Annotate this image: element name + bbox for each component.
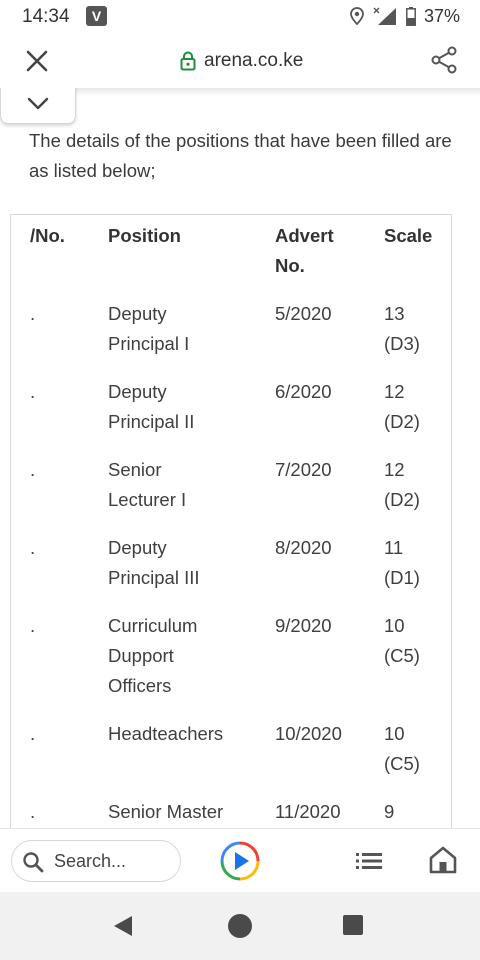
- row-no: .: [30, 537, 36, 558]
- cellular-signal-icon: [372, 6, 398, 26]
- row-scale: 13 (D3): [384, 303, 420, 354]
- row-scale: 11 (D1): [384, 537, 420, 588]
- positions-table: [10, 214, 452, 828]
- location-icon: [350, 7, 364, 25]
- header-scale: Scale: [384, 225, 433, 246]
- row-position: Senior Master: [108, 801, 224, 822]
- assistant-play-icon: [220, 841, 260, 881]
- app-notification-icon: V: [86, 6, 107, 26]
- close-button[interactable]: [22, 46, 52, 76]
- row-advert: 6/2020: [275, 381, 332, 402]
- row-position: Deputy Principal II: [108, 381, 195, 432]
- url-display[interactable]: [180, 48, 303, 74]
- close-icon: [22, 46, 52, 76]
- row-position: Curriculum Dupport Officers: [108, 615, 198, 696]
- row-position: Headteachers: [108, 723, 224, 744]
- row-no: .: [30, 381, 36, 402]
- web-page-content[interactable]: [0, 88, 480, 828]
- back-icon[interactable]: [112, 914, 134, 938]
- search-input[interactable]: [11, 840, 181, 882]
- status-indicators: [350, 5, 460, 27]
- row-advert: 11/2020: [275, 801, 341, 822]
- reading-list-button[interactable]: [355, 849, 383, 873]
- row-position: Deputy Principal I: [108, 303, 190, 354]
- expand-toolbar-tab[interactable]: [0, 88, 76, 124]
- bottom-toolbar: [0, 828, 480, 892]
- share-icon: [430, 46, 458, 74]
- home-button[interactable]: [428, 845, 458, 875]
- row-scale: 10 (C5): [384, 615, 420, 666]
- row-advert: 9/2020: [275, 615, 332, 636]
- url-text: arena.co.ke: [204, 50, 304, 71]
- row-no: .: [30, 801, 36, 822]
- row-scale: 10 (C5): [384, 723, 420, 774]
- row-advert: 5/2020: [275, 303, 332, 324]
- home-circle-button[interactable]: [228, 914, 252, 938]
- list-icon: [355, 849, 383, 873]
- row-position: Senior Lecturer I: [108, 459, 187, 510]
- row-position: Deputy Principal III: [108, 537, 200, 588]
- header-position: Position: [108, 225, 181, 246]
- header-no: /No.: [30, 225, 65, 246]
- search-icon: [22, 851, 44, 873]
- browser-toolbar: [0, 32, 480, 88]
- search-placeholder: Search...: [54, 851, 127, 871]
- row-advert: 7/2020: [275, 459, 332, 480]
- row-scale: 12 (D2): [384, 381, 420, 432]
- row-no: .: [30, 723, 36, 744]
- header-advert-no: Advert No.: [275, 225, 334, 276]
- row-no: .: [30, 615, 36, 636]
- intro-paragraph: The details of the positions that have been filled are as listed below;: [29, 130, 452, 181]
- battery-percentage: 37%: [423, 5, 460, 26]
- row-no: .: [30, 459, 36, 480]
- status-time: 14:34: [22, 6, 70, 27]
- row-no: .: [30, 303, 36, 324]
- system-navigation-bar: [0, 892, 480, 960]
- row-scale: 12 (D2): [384, 459, 420, 510]
- recent-apps-button[interactable]: [343, 915, 363, 935]
- share-button[interactable]: [430, 46, 458, 74]
- row-advert: 8/2020: [275, 537, 332, 558]
- home-icon: [428, 845, 458, 875]
- row-scale: 9: [384, 801, 395, 822]
- chevron-down-icon: [27, 97, 49, 111]
- row-advert: 10/2020: [275, 723, 342, 744]
- lock-icon: [180, 51, 196, 71]
- status-bar: [0, 0, 480, 32]
- battery-icon: [406, 7, 416, 26]
- assistant-button[interactable]: [220, 841, 260, 881]
